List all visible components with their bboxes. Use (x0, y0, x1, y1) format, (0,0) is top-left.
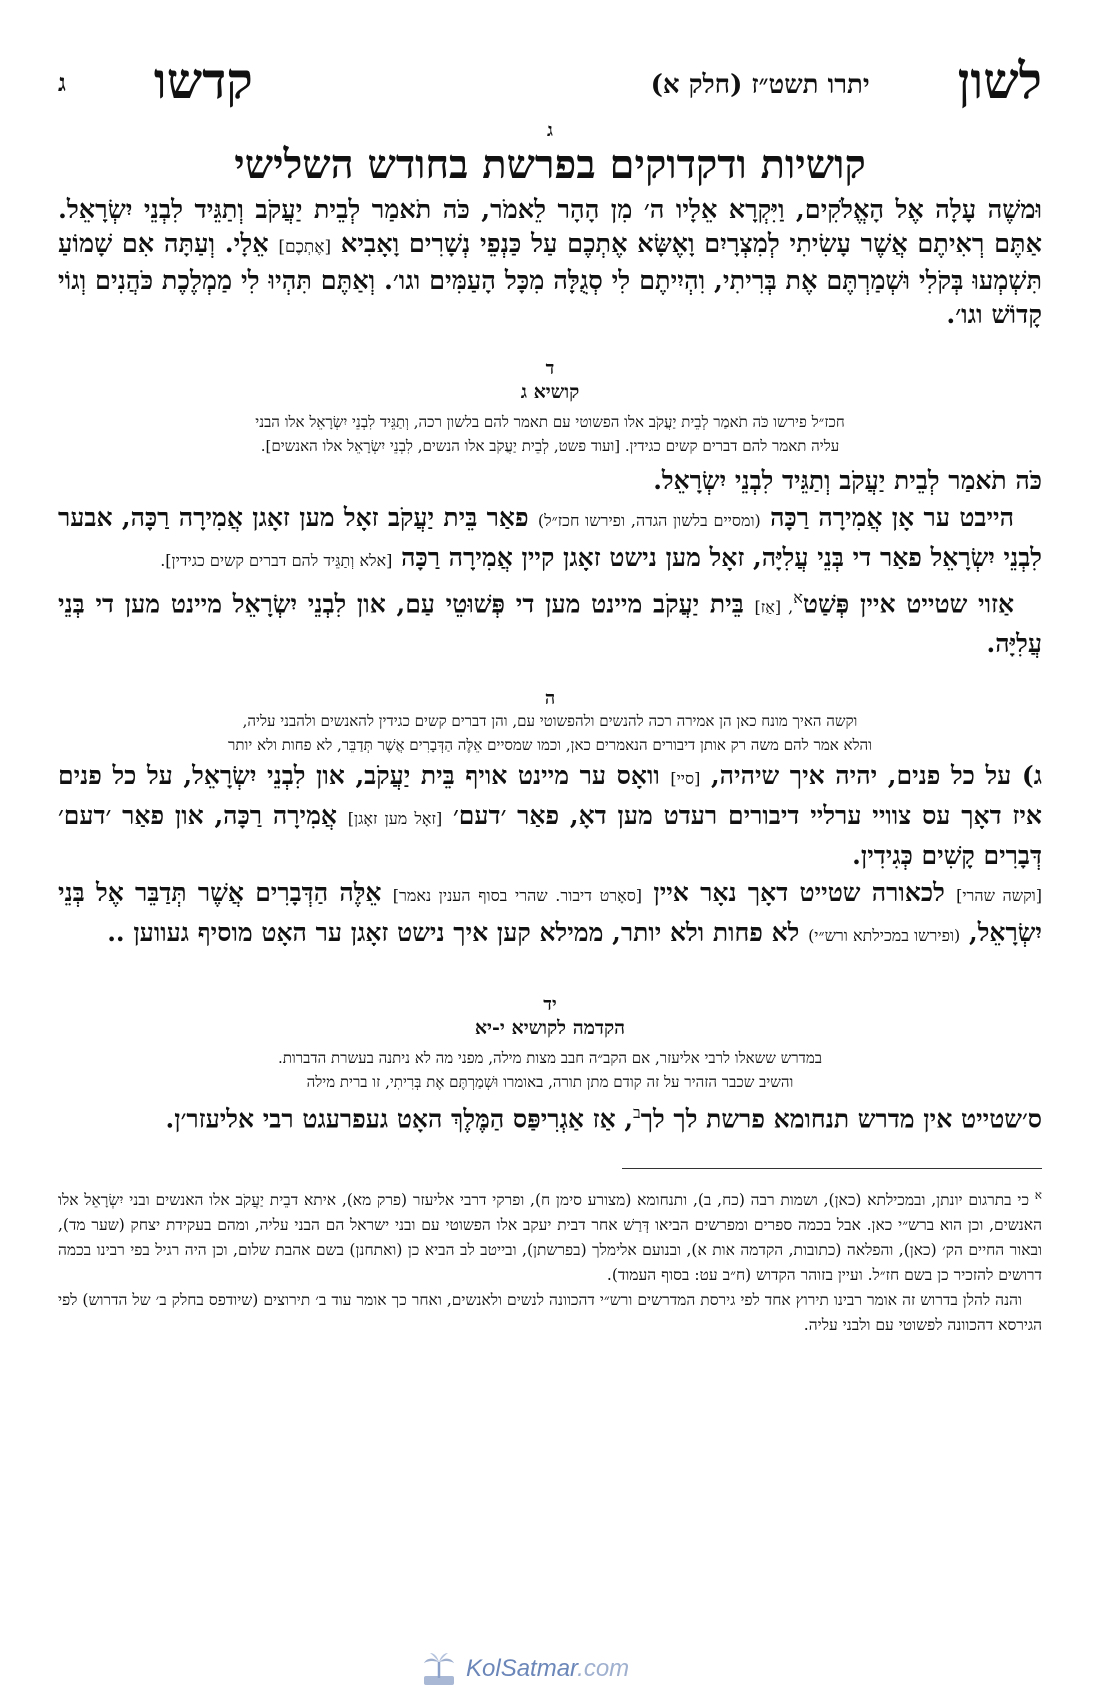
section-subtitle: קושיא ג (520, 381, 580, 403)
footnote-text: כי בתרגום יונתן, ובמכילתא (כאן), ושמות רבה (כח, ב), ותנחומא (מצורע סימן ח), ופרקי דרבי אליעזר (פרק מא), איתא דבֵית יַעֲקֹב אלו האנשים ובני יִשְׂרָאֵל אלו האנשים, וכן הוא ברש״י כאן. אבל בכמה ספרים ומפרשים הביאו דְּרַשׁ אחר דבית יעקב אלו הפשוטי עם ובני ישראל הם הבני עליה, ומהם בעקידת יצחק (שער מד), ובאור החיים הק׳ (כאן), והפלאה (כתובות, הקדמה אות א), ובנועם אלימלך (בפרשתן), ובייטב לב הביא כן (ואתחנן) בשם אהבת שלום, וכן היה רגיל בפי רבינו בכמה דרושים להזכיר כן בשם חז״ל. ועיין בזוהר הקדוש (ח״ב עט: בסוף העמוד). (58, 1190, 1042, 1284)
paragraph-text: ג) על כל פנים, יהיה איך שיהיה, (710, 761, 1042, 791)
lead-verse: כֹּה תֹאמַר לְבֵית יַעֲקֹב וְתַגֵּיד לִבְנֵי יִשְׂרָאֵל. (653, 466, 1042, 495)
paragraph-text: פאַר בֵּית יַעֲקֹב זאָל מען זאָגן אֲמִירָה רַכָּה, אבער לִבְנֵי יִשְׂרָאֵל פאַר די בְּנֵי עֲלִיָּה, זאָל מען נישט זאָגן קיין אֲמִירָה רַכָּה (58, 503, 1042, 572)
footnote (58, 1183, 1042, 1288)
document-page (58, 28, 1042, 1700)
footnote-divider (622, 1168, 1042, 1169)
paragraph (58, 579, 1042, 662)
verse-bracket: [אֶתְכֶם] (278, 237, 332, 257)
section-yd (58, 994, 1042, 1137)
section-number: ד (545, 358, 555, 379)
paragraph-text: , אַז אַגְרִיפַּס הַמֶּלֶךְ האָט געפרעגט רבי אליעזר׳ן. (165, 1104, 634, 1134)
site-name-main: KolSatmar (466, 1655, 578, 1682)
section-number: ה (544, 688, 556, 710)
footnote-marker[interactable]: א (793, 588, 803, 607)
page-number: ג (58, 68, 66, 97)
header-title-left: קדשו (153, 51, 253, 110)
source-ref: , [אַז] (754, 597, 794, 617)
paragraph-text: ס׳שטייט אין מדרש תנחומא פרשת לך לך (640, 1104, 1042, 1134)
paragraph-text: אַזוי שטייט איין פְּשַׁט (802, 589, 1014, 619)
intro-line: והלא אמר להם משה רק אותן דיבורים הנאמרים כאן, וכמו שמסיים אֵלֶּה הַדְּבָרִים אֲשֶׁר תְּדַבֵּר, לא פחות ולא יותר (228, 736, 872, 755)
intro-line: במדרש ששאלו לרבי אליעזר, אם הקב״ה חבב מצות מילה, מפני מה לא ניתנה בעשרת הדברות. (278, 1049, 822, 1068)
intro-line: והשיב שכבר הזהיר על זה קודם מתן תורה, באומרו וּשְׁמַרְתֶּם אֶת בְּרִיתִי, זו ברית מילה (306, 1073, 794, 1092)
site-watermark[interactable] (420, 1650, 629, 1688)
intro-line: וקשה האיך מונח כאן הן אמירה רכה להנשים ולהפשוטי עם, והן דברים קשים כגידין להאנשים ולהבני עליה, (242, 712, 858, 731)
paragraph-text: לא פחות ולא יותר, ממילא קען איך נישט זאָגן ער האָט מוסיף געווען .. (107, 918, 800, 948)
header-right-group (650, 51, 1042, 110)
paragraph-text: אֵלֶּה הַדְּבָרִים אֲשֶׁר תְּדַבֵּר אֶל בְּנֵי יִשְׂרָאֵל, (58, 878, 1042, 948)
paragraph (58, 757, 1042, 874)
section-d (58, 358, 1042, 662)
footnote (58, 1288, 1042, 1338)
verse-part-a: וּמשֶׁה עָלָה אֶל הָאֱלֹקִים, וַיִּקְרָא אֵלָיו ה׳ מִן הָהָר לֵאמֹר, כֹּה תֹאמַר לְבֵית יַעֲקֹב וְתַגֵּיד לִבְנֵי יִשְׂרָאֵל. אַתֶּם רְאִיתֶם אֲשֶׁר עָשִׂיתִי לְמִצְרָיִם וָאֶשָּׂא אֶתְכֶם עַל כַּנְפֵי נְשָׁרִים וָאָבִיא (58, 195, 1042, 259)
source-ref: [אלא וְתַגֵּיד להם דברים קשים כגידין]. (160, 551, 393, 570)
section-number: ג (547, 120, 553, 141)
section-subtitle: הקדמה לקושיא י-יא (474, 1017, 626, 1040)
paragraph-text: בֵּית יַעֲקֹב מיינט מען די פְּשׁוּטֵי עַם, און לִבְנֵי יִשְׂרָאֵל מיינט מען די בְּנֵי עֲלִיָּה. (58, 589, 1042, 659)
paragraph-text: אֲמִירָה רַכָּה, און פאַר ׳דעם׳ דְּבָרִים קָשִׁים כְּגִידִין. (58, 801, 1042, 871)
paragraph (58, 1094, 1042, 1137)
paragraph-text: לכאורה שטייט דאָך נאָר איין (653, 878, 945, 908)
verse-part-b: אֵלָי. וְעַתָּה אִם שָׁמוֹעַ תִּשְׁמְעוּ בְּקֹלִי וּשְׁמַרְתֶּם אֶת בְּרִיתִי, וִהְיִיתֶם לִי סְגֻלָּה מִכָּל הָעַמִּים וגו׳. וְאַתֶּם תִּהְיוּ לִי מַמְלֶכֶת כֹּהֲנִים וְגוֹי קָדוֹשׁ וגו׳. (58, 229, 1042, 330)
footnote-marker: א (1034, 1187, 1042, 1202)
site-name (466, 1655, 629, 1683)
header-title-right: לשון (957, 51, 1042, 110)
site-tld: .com (577, 1655, 630, 1682)
section-number: יד (543, 994, 557, 1016)
header-parsha: יתרו תשט״ז (חלק א) (650, 70, 870, 100)
page-header (58, 28, 1042, 110)
source-ref: [וקשה שהרי] (956, 886, 1042, 906)
header-left-group (58, 51, 253, 110)
palm-tree-icon (420, 1650, 458, 1688)
source-ref: (ופירשו במכילתא ורש״י) (808, 926, 961, 946)
source-ref: [סאָרט דיבור. שהרי בסוף הענין נאמר] (392, 886, 643, 906)
footnote-text: והנה להלן בדרוש זה אומר רבינו תירוץ אחד לפי גירסת המדרשים ורש״י דהכוונה לנשים ולאנשים, ואחר כך אומר עוד ב׳ תירוצים (שיודפס בחלק ב׳ של הדרוש) לפי הגירסא דהכוונה לפשוטי עם ולבני עליה. (58, 1290, 1042, 1334)
footnote-marker[interactable]: ב (633, 1103, 641, 1123)
section-h (58, 688, 1042, 954)
intro-line: חכז״ל פירשו כֹּה תֹאמַר לְבֵית יַעֲקֹב אלו הפשוטי עם תאמר להם בלשון רכה, וְתַגֵּיד לִבְנֵי יִשְׂרָאֵל אלו הבני (255, 413, 845, 431)
source-ref: [סיי] (670, 769, 701, 789)
verse-text (58, 193, 1042, 332)
paragraph (58, 874, 1042, 954)
paragraph-text: וואָס ער מיינט אויף בֵּית יַעֲקֹב, און לִבְנֵי יִשְׂרָאֵל, על כל פנים איז דאָך עס צוויי ערליי דיבורים רעדט מען דאָ, פאַר ׳דעם׳ (58, 761, 1042, 831)
section-title: קושיות ודקדוקים בפרשת בחודש השלישי (234, 141, 866, 188)
paragraph-text: הייבט ער אָן אֲמִירָה רַכָּה (770, 503, 1014, 532)
paragraph (58, 499, 1042, 579)
source-ref: (ומסיים בלשון הגדה, ופירשו חכז״ל) (537, 511, 761, 530)
source-ref: [זאָל מען זאָגן] (347, 809, 443, 829)
intro-line: עליה תאמר להם דברים קשים כגידין. [ועוד פשט, לְבֵית יַעֲקֹב אלו הנשים, לִבְנֵי יִשְׂרָאֵל אלו האנשים]. (260, 437, 840, 455)
